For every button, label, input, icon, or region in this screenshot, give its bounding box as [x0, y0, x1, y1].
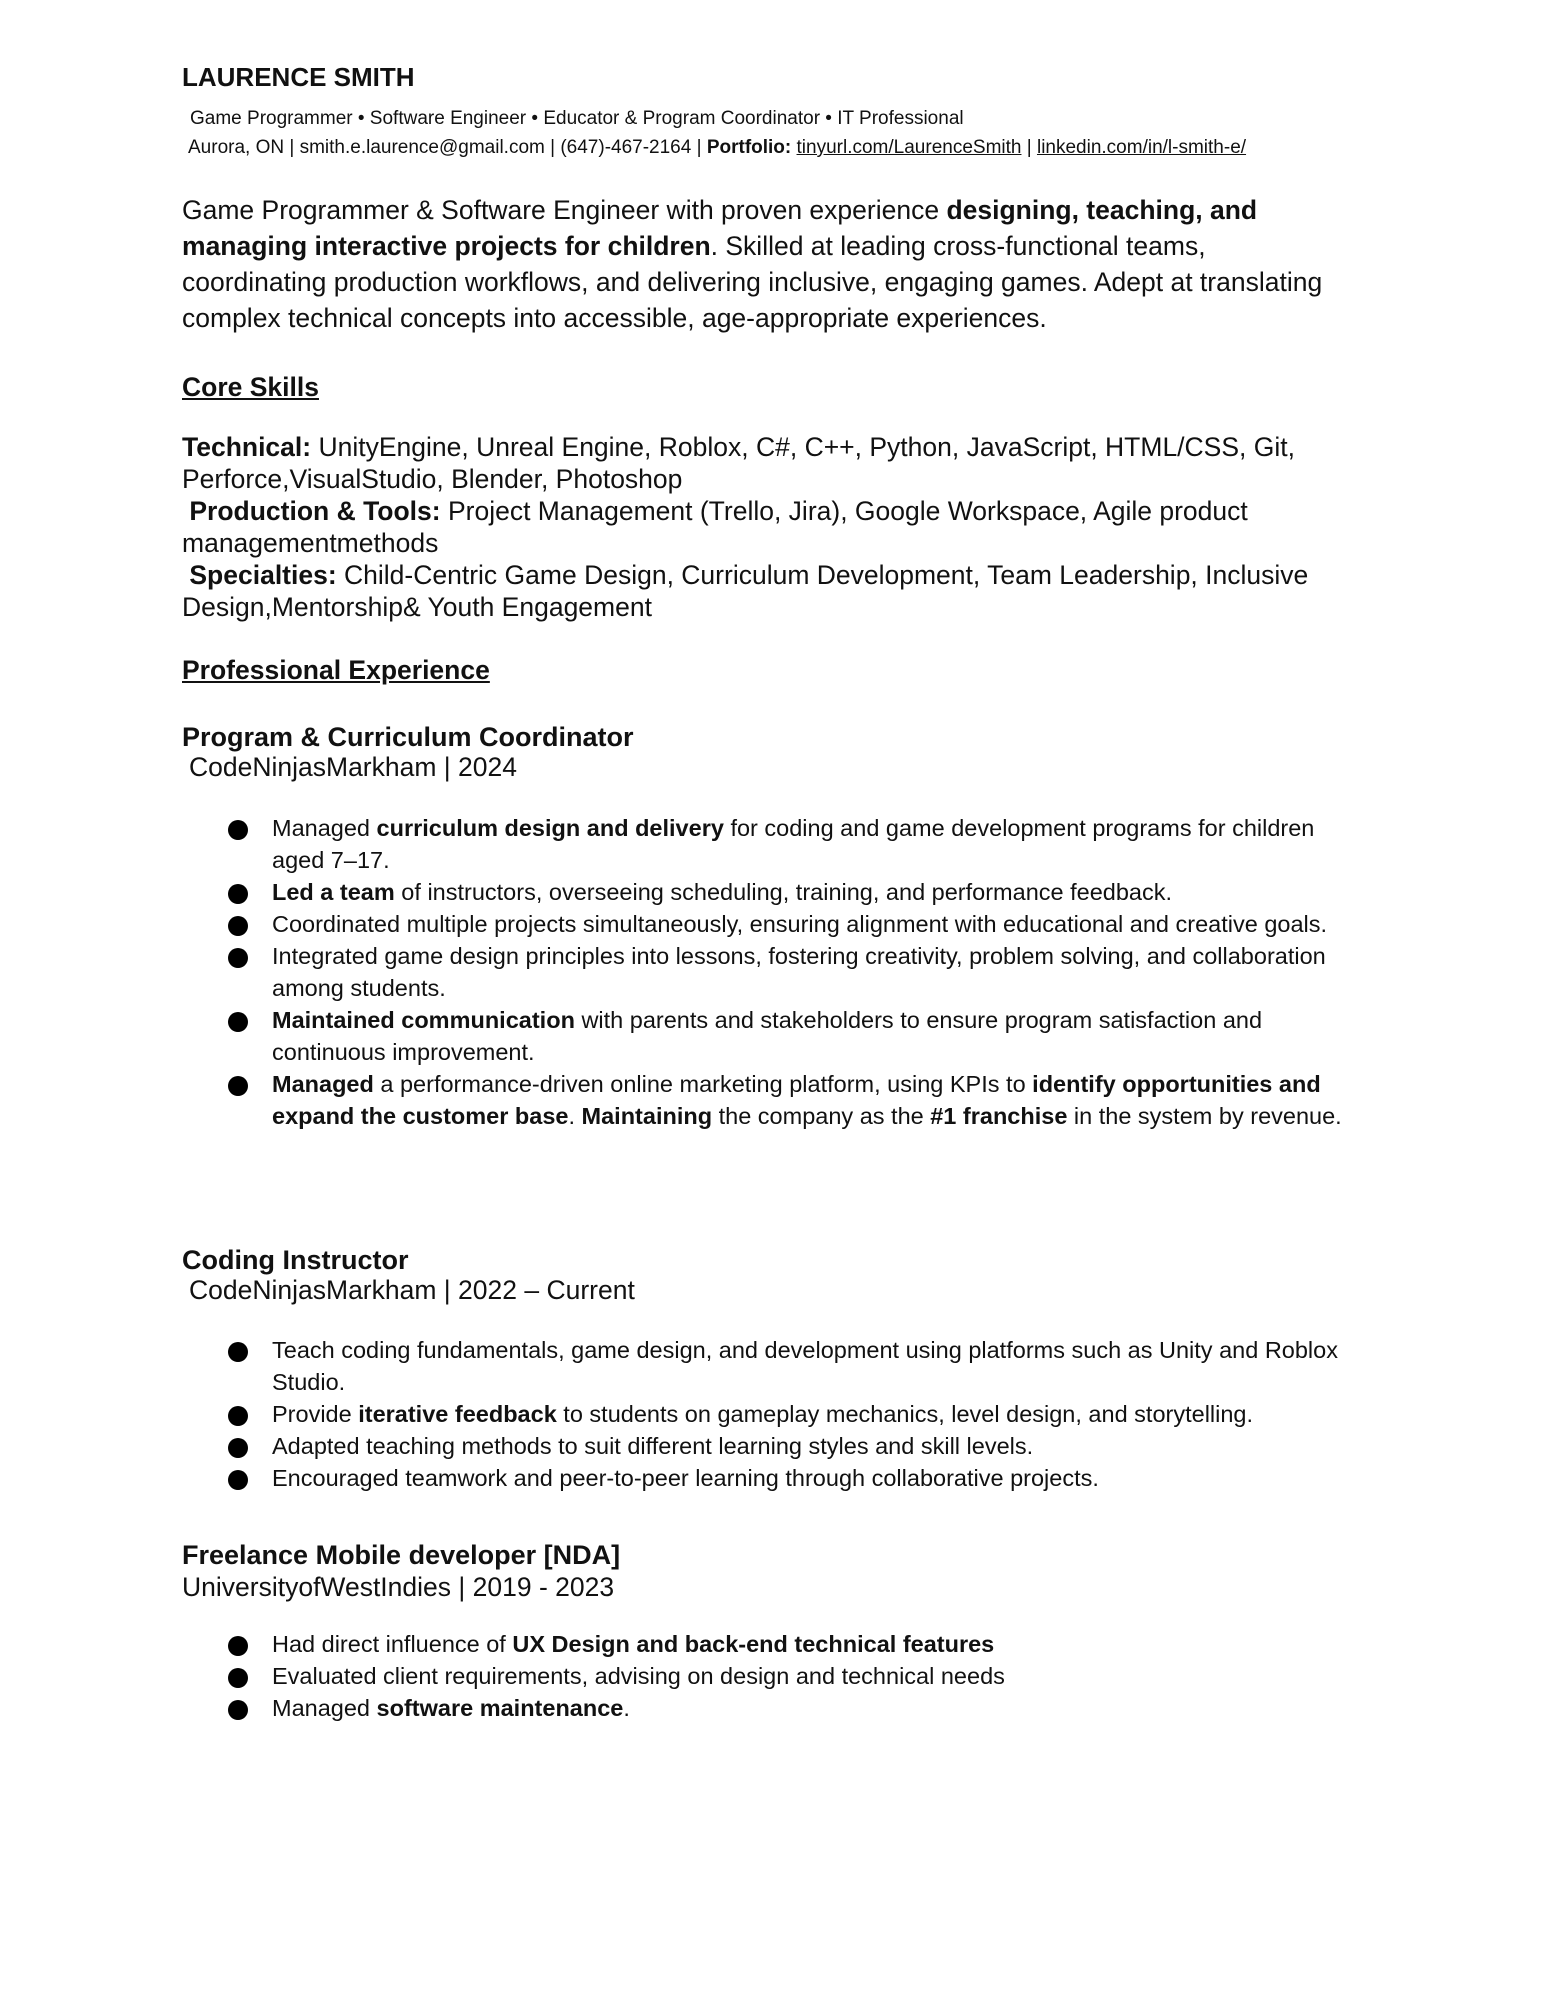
candidate-name: LAURENCE SMITH [182, 62, 415, 92]
summary-text: Game Programmer & Software Engineer with proven experience [182, 195, 947, 225]
bullet-text: Integrated game design principles into lessons, fostering creativity, problem solving, and collaboration among students. [272, 943, 1326, 1001]
bullet-text: Encouraged teamwork and peer-to-peer learning through collaborative projects. [272, 1465, 1099, 1491]
bullet-dot-icon [228, 1668, 248, 1688]
bullet-dot-icon [228, 1438, 248, 1458]
bullet-dot-icon [228, 884, 248, 904]
bullet-dot-icon [228, 948, 248, 968]
bullet-bold-text: UX Design and back-end technical features [512, 1631, 995, 1657]
bullet-item [228, 1628, 1358, 1660]
bullet-item [228, 1692, 1358, 1724]
bullet-bold-text: Led a team [272, 879, 395, 905]
bullet-dot-icon [228, 1076, 248, 1096]
bullet-item [228, 1398, 1358, 1430]
summary-highlight: designing, teaching, and managing interactive projects for children [182, 195, 1258, 261]
skills-specialties-value: Child‑Centric Game Design, Curriculum Development, Team Leadership, Inclusive Design,Mentorship& Youth Engagement [182, 560, 1309, 622]
bullet-bold-text: iterative feedback [358, 1401, 557, 1427]
skills-specialties [182, 559, 1382, 623]
bullet-item [228, 908, 1358, 940]
core-skills-heading: Core Skills [182, 372, 319, 402]
experience-heading: Professional Experience [182, 655, 490, 685]
bullet-dot-icon [228, 1406, 248, 1426]
bullet-bold-text: Maintained communication [272, 1007, 575, 1033]
bullet-text: Managed [272, 1695, 377, 1721]
portfolio-label: Portfolio: [706, 137, 792, 158]
bullet-item [228, 812, 1358, 876]
portfolio-link[interactable]: tinyurl.com/LaurenceSmith [796, 137, 1022, 158]
bullet-item [228, 1068, 1358, 1132]
bullet-text: . [623, 1695, 630, 1721]
bullet-text: Provide [272, 1401, 359, 1427]
bullet-text: for coding and game development programs for children aged 7–17. [272, 815, 1315, 873]
bullet-item [228, 876, 1358, 908]
bullet-item [228, 1334, 1358, 1398]
bullet-text: Managed [272, 815, 377, 841]
bullet-bold-text: Maintaining [581, 1103, 713, 1129]
job-title: Freelance Mobile developer [NDA] [182, 1540, 621, 1570]
bullet-bold-text: identify opportunities and expand the customer base [272, 1071, 1321, 1129]
bullet-text: Coordinated multiple projects simultaneously, ensuring alignment with educational and creative goals. [272, 911, 1328, 937]
job-bullets [228, 812, 1358, 1132]
job-company-dates: UniversityofWestIndies | 2019 - 2023 [182, 1572, 615, 1602]
skills-production [182, 495, 1382, 559]
contact-line [188, 137, 1246, 159]
bullet-dot-icon [228, 1636, 248, 1656]
skills-production-label: Production & Tools: [189, 496, 441, 526]
bullet-text: Evaluated client requirements, advising on design and technical needs [272, 1663, 1005, 1689]
job-title: Program & Curriculum Coordinator [182, 722, 634, 752]
bullet-dot-icon [228, 820, 248, 840]
job-title: Coding Instructor [182, 1245, 409, 1275]
bullet-dot-icon [228, 1342, 248, 1362]
bullet-bold-text: Managed [272, 1071, 374, 1097]
tagline: Game Programmer • Software Engineer • Educator & Program Coordinator • IT Professional [190, 108, 964, 129]
linkedin-link[interactable]: linkedin.com/in/l-smith-e/ [1036, 137, 1247, 158]
bullet-dot-icon [228, 1470, 248, 1490]
summary-text: . Skilled at leading cross‑functional teams, coordinating production workflows, and delivering inclusive, engaging games. Adept at translating complex technical concepts into accessible, age‑appropriate experiences. [182, 231, 1323, 333]
skills-specialties-label: Specialties: [189, 560, 337, 590]
summary-paragraph [182, 192, 1332, 336]
job-bullets [228, 1628, 1358, 1724]
bullet-item [228, 940, 1358, 1004]
bullet-dot-icon [228, 1012, 248, 1032]
contact-separator: | [1021, 137, 1037, 158]
job-company-dates: CodeNinjasMarkham | 2022 – Current [189, 1275, 635, 1305]
bullet-text: Teach coding fundamentals, game design, and development using platforms such as Unity and Roblox Studio. [272, 1337, 1338, 1395]
bullet-text: Adapted teaching methods to suit different learning styles and skill levels. [272, 1433, 1034, 1459]
skills-technical-value: UnityEngine, Unreal Engine, Roblox, C#, C++, Python, JavaScript, HTML/CSS, Git, Perforce,VisualStudio, Blender, Photoshop [182, 432, 1295, 494]
bullet-dot-icon [228, 1700, 248, 1720]
job-bullets [228, 1334, 1358, 1494]
bullet-item [228, 1430, 1358, 1462]
bullet-text: with parents and stakeholders to ensure program satisfaction and continuous improvement. [272, 1007, 1263, 1065]
skills-technical [182, 431, 1382, 495]
job-company-dates: CodeNinjasMarkham | 2024 [189, 752, 517, 782]
skills-production-value: Project Management (Trello, Jira), Google Workspace, Agile product managementmethods [182, 496, 1248, 558]
bullet-bold-text: #1 franchise [930, 1103, 1068, 1129]
bullet-text: to students on gameplay mechanics, level design, and storytelling. [556, 1401, 1254, 1427]
bullet-dot-icon [228, 916, 248, 936]
contact-details: Aurora, ON | smith.e.laurence@gmail.com | (647)-467-2164 | [188, 137, 707, 158]
bullet-text: . [568, 1103, 582, 1129]
bullet-item [228, 1462, 1358, 1494]
bullet-bold-text: software maintenance [376, 1695, 624, 1721]
bullet-item [228, 1004, 1358, 1068]
bullet-text: of instructors, overseeing scheduling, training, and performance feedback. [394, 879, 1173, 905]
bullet-text: a performance-driven online marketing platform, using KPIs to [373, 1071, 1033, 1097]
bullet-bold-text: curriculum design and delivery [376, 815, 724, 841]
bullet-item [228, 1660, 1358, 1692]
bullet-text: in the system by revenue. [1067, 1103, 1342, 1129]
skills-technical-label: Technical: [182, 432, 312, 462]
bullet-text: the company as the [712, 1103, 931, 1129]
bullet-text: Had direct influence of [272, 1631, 513, 1657]
